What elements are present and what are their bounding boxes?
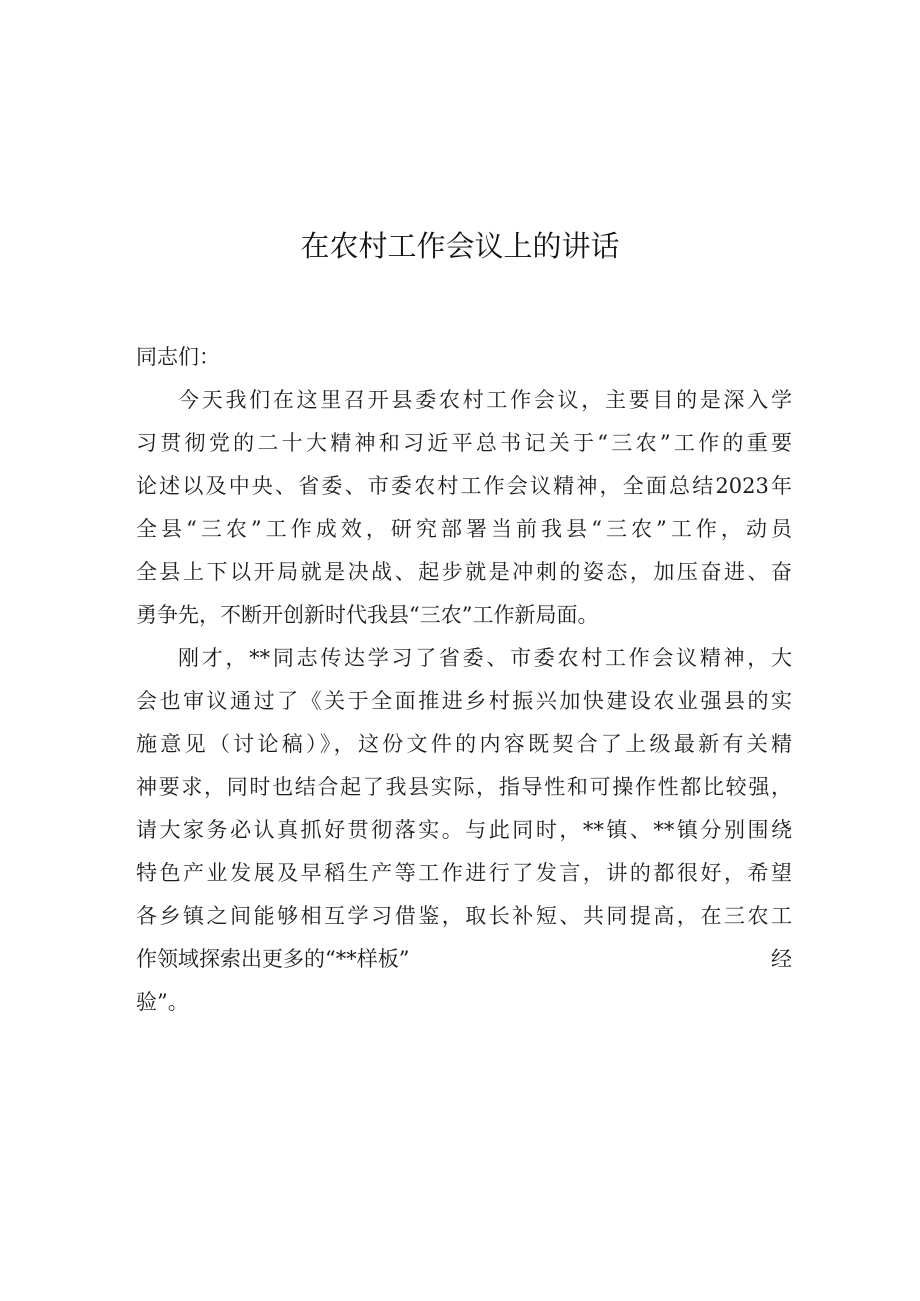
paragraph-line: 施意见（讨论稿）》，这份文件的内容既契合了上级最新有关精 <box>136 732 792 756</box>
paragraph-line: 特色产业发展及早稻生产等工作进行了发言，讲的都很好，希望 <box>136 861 792 885</box>
salutation: 同志们： <box>136 345 220 369</box>
paragraph-split-line <box>136 938 792 981</box>
paragraph-line: 各乡镇之间能够相互学习借鉴，取长补短、共同提高，在三农工 <box>136 904 792 928</box>
paragraph-line: 验”。 <box>136 990 189 1014</box>
paragraph-2 <box>136 637 792 1024</box>
paragraph-line: 论述以及中央、省委、市委农村工作会议精神，全面总结2023年 <box>136 474 792 498</box>
paragraph-line: 今天我们在这里召开县委农村工作会议，主要目的是深入学 <box>178 388 792 412</box>
paragraph-line: 勇争先，不断开创新时代我县“三农”工作新局面。 <box>136 603 599 627</box>
paragraph-1 <box>136 379 792 637</box>
document-body <box>136 336 792 1024</box>
paragraph-line: 习贯彻党的二十大精神和习近平总书记关于“三农”工作的重要 <box>136 431 792 455</box>
paragraph-line: 请大家务必认真抓好贯彻落实。与此同时，**镇、**镇分别围绕 <box>136 818 792 842</box>
paragraph-line: 会也审议通过了《关于全面推进乡村振兴加快建设农业强县的实 <box>136 689 792 713</box>
paragraph-line: 刚才，**同志传达学习了省委、市委农村工作会议精神，大 <box>178 646 792 670</box>
document-title: 在农村工作会议上的讲话 <box>300 229 620 263</box>
paragraph-line: 全县“三农”工作成效，研究部署当前我县“三农”工作，动员 <box>136 517 792 541</box>
split-line-left: 作领域探索出更多的“**样板” <box>136 947 410 971</box>
paragraph-line: 全县上下以开局就是决战、起步就是冲刺的姿态，加压奋进、奋 <box>136 560 792 584</box>
paragraph-line: 神要求，同时也结合起了我县实际，指导性和可操作性都比较强， <box>136 775 792 799</box>
split-line-right: 经 <box>771 947 792 971</box>
